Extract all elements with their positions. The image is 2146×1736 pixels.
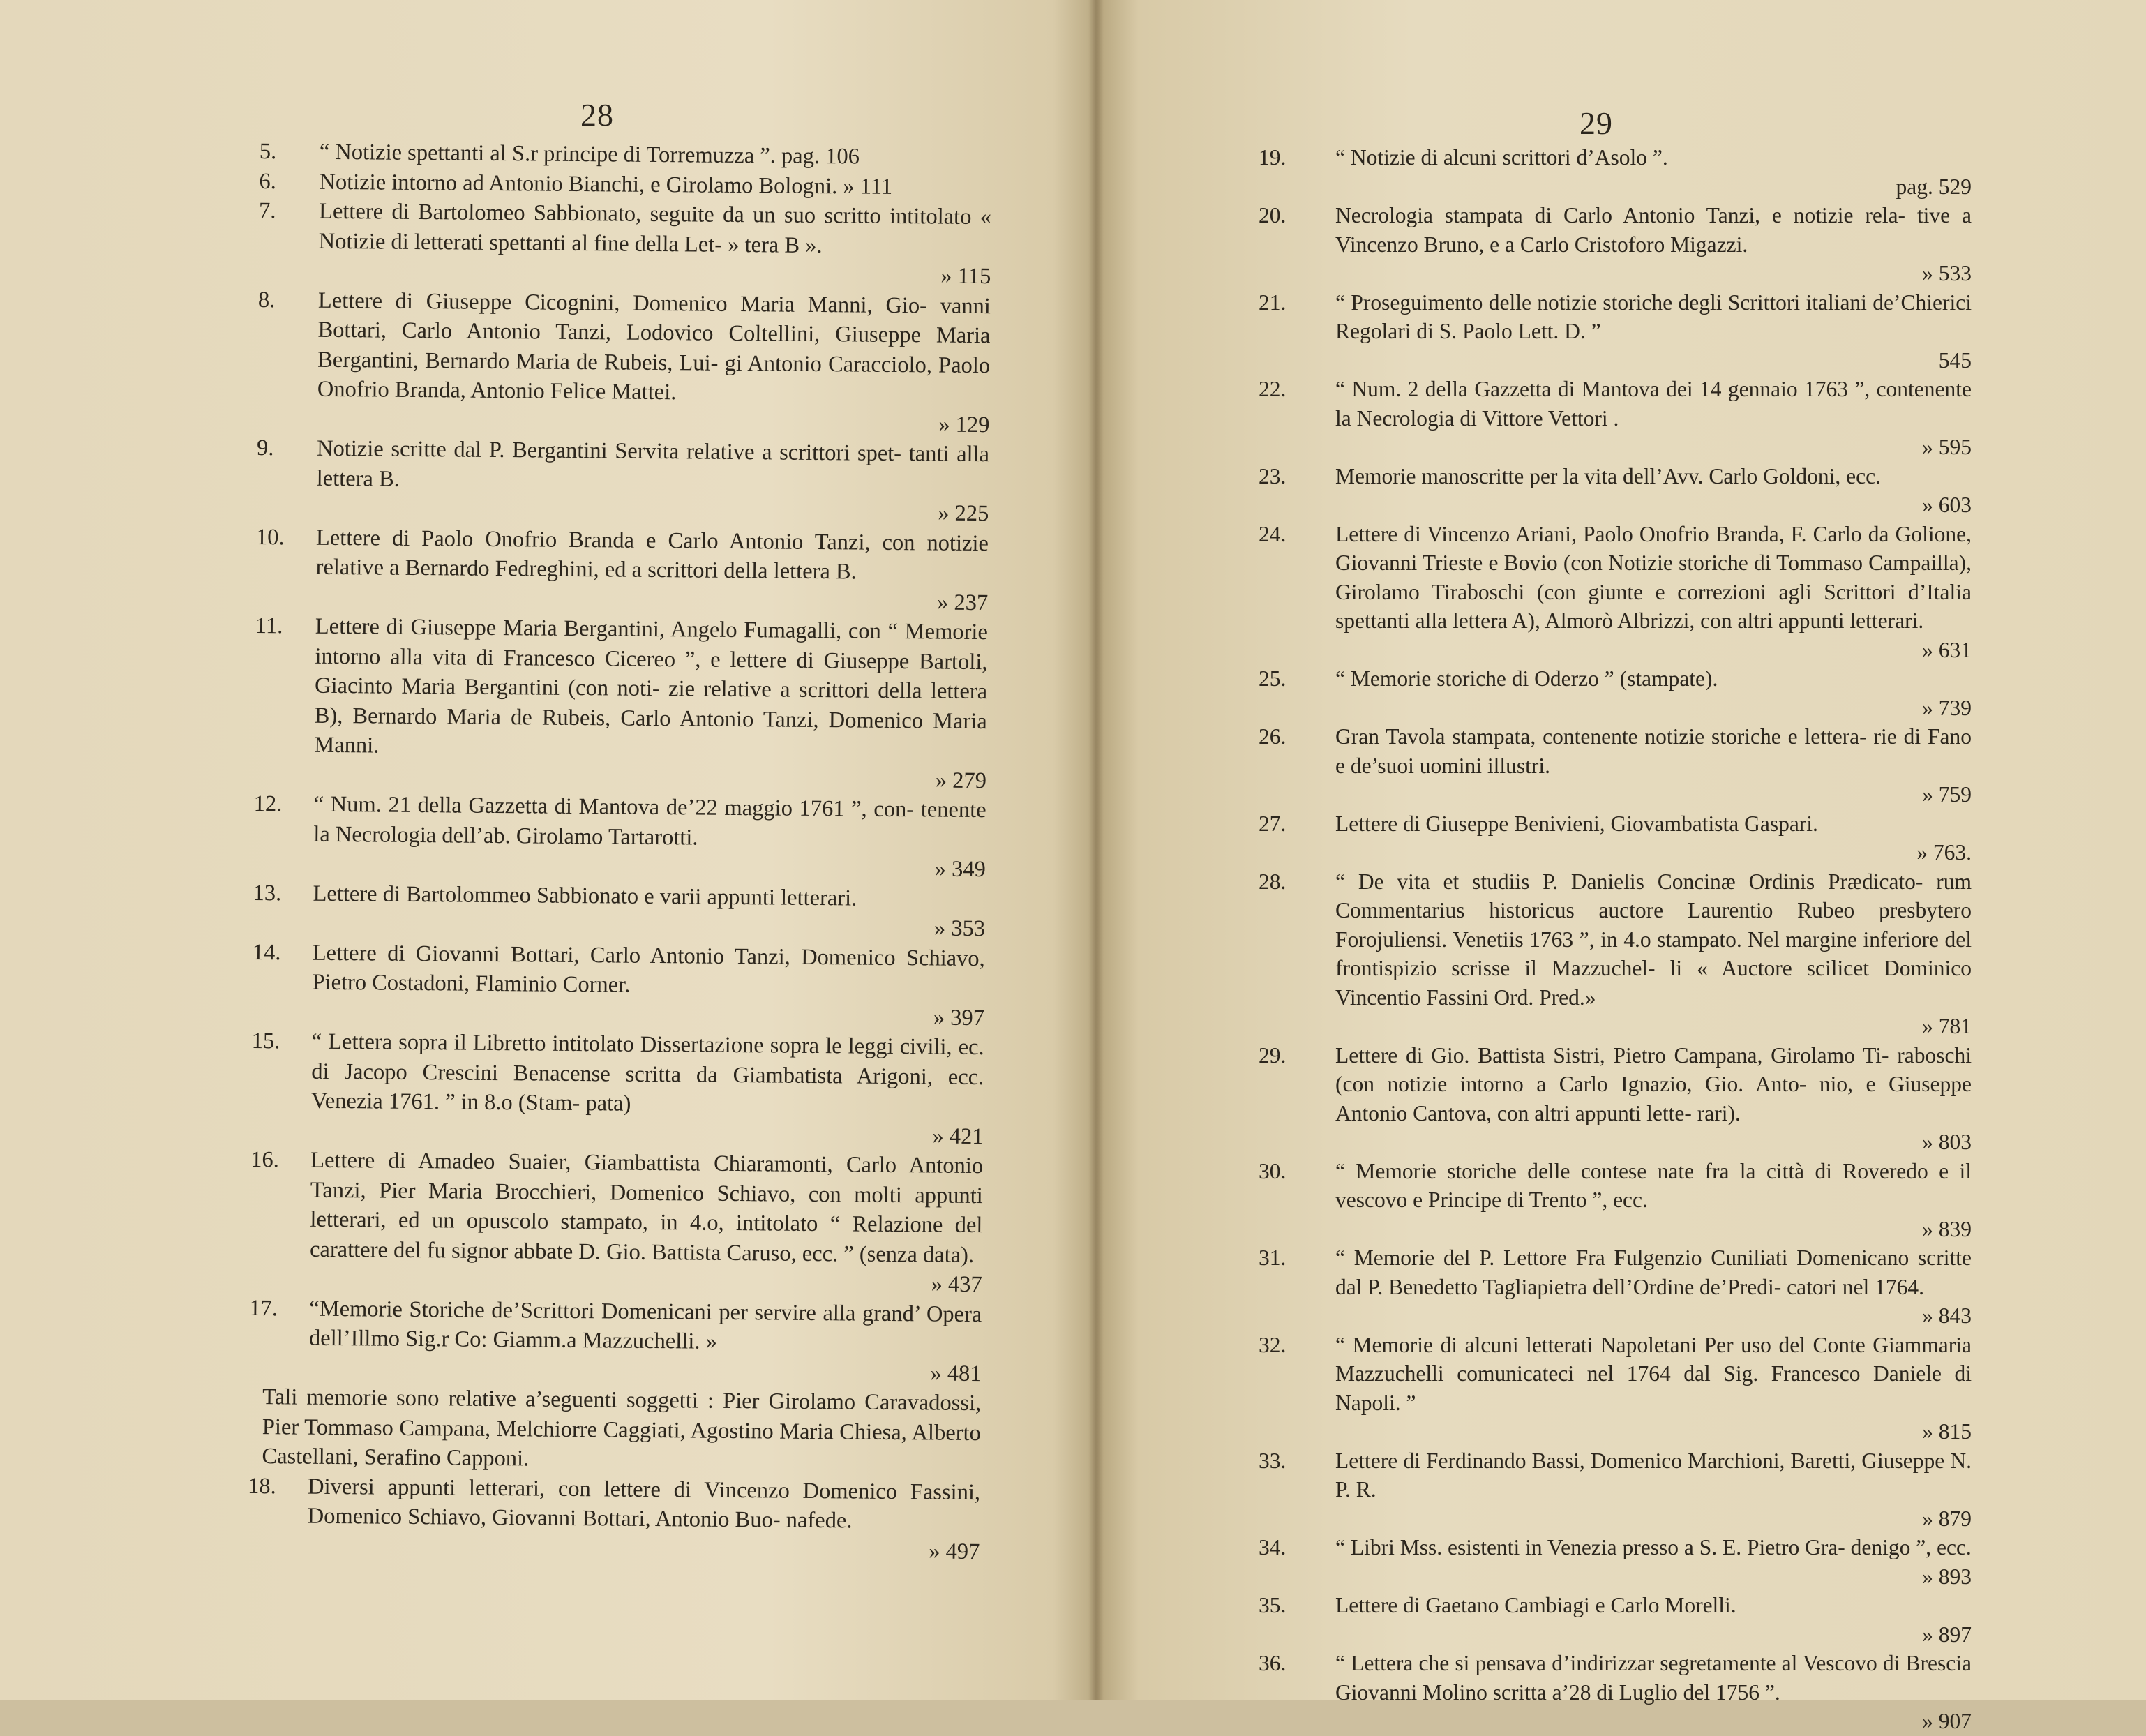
entry-number: 35. — [1259, 1593, 1286, 1617]
page-reference: » 759 — [1922, 782, 1972, 807]
list-item — [254, 611, 988, 795]
entry-text: “ Num. 21 della Gazzetta di Mantova de’22 maggio 1761 ”, con- tenente la Necrologia dell’ab. Girolamo Tartarotti. — [313, 791, 986, 851]
page-reference: » 533 — [1922, 261, 1972, 285]
entry-number: 8. — [257, 287, 276, 313]
entry-text: “Memorie Storiche de’Scrittori Domenicani per servire alla grand’ Opera dell’Illmo Sig.r Co: Giamm.a Mazzuchelli. » — [308, 1296, 982, 1354]
entry-text: “ De vita et studiis P. Danielis Concinæ Ordinis Prædicato- rum Commentarius historicus auctore Laurentio Rubeo presbytero Forojuliensi. Venetiis 1763 ”, in 4.o stampato. Nel margine inferiore del frontispizio scrisse il Mazzuchel- li « Auctore scilicet Dominico Vincentio Fassini Ord. Pred.» — [1335, 869, 1972, 1010]
list-item — [252, 937, 985, 1033]
list-item — [1259, 1157, 1972, 1244]
entry-text: “ Memorie storiche delle contese nate fra la città di Roveredo e il vescovo e Principe di Trento ”, ecc. — [1335, 1158, 1972, 1212]
page-number: 29 — [1580, 105, 1613, 141]
list-item — [248, 1293, 982, 1389]
entry-number: 36. — [1259, 1651, 1286, 1675]
list-item — [1259, 1533, 1972, 1591]
page-reference: pag. 529 — [1896, 174, 1972, 199]
entry-text: Notizie intorno ad Antonio Bianchi, e Girolamo Bologni. » 111 — [319, 169, 893, 200]
entry-text: “ Proseguimento delle notizie storiche degli Scrittori italiani de’Chierici Regolari di S. Paolo Lett. D. ” — [1335, 290, 1972, 343]
page-reference: » 803 — [1922, 1130, 1972, 1154]
entry-number: 24. — [1259, 521, 1286, 546]
entry-list — [247, 137, 992, 1566]
entry-text: “ Notizie spettanti al S.r principe di Torremuzza ”. pag. 106 — [319, 139, 860, 170]
list-item — [257, 285, 991, 440]
entry-number: 32. — [1259, 1332, 1286, 1357]
entry-list — [1259, 143, 1972, 1736]
list-item — [1259, 1591, 1972, 1649]
page-reference: » 225 — [938, 500, 989, 527]
page-reference: » 603 — [1922, 493, 1972, 517]
page-reference: » 497 — [929, 1538, 980, 1564]
page-reference: » 279 — [935, 767, 987, 793]
list-item — [253, 878, 986, 943]
page-reference: » 739 — [1922, 695, 1972, 720]
right-page — [1097, 0, 2146, 1733]
page-reference: » 631 — [1922, 637, 1972, 662]
entry-text: “ Libri Mss. esistenti in Venezia presso a S. E. Pietro Gra- denigo ”, ecc. — [1335, 1535, 1972, 1559]
entry-number: 5. — [259, 138, 277, 165]
list-item — [255, 522, 989, 618]
list-item — [1259, 288, 1972, 375]
entry-text: “ Notizie di alcuni scrittori d’Asolo ”. — [1335, 145, 1668, 170]
list-item — [1259, 1446, 1972, 1534]
list-item — [1259, 1649, 1972, 1736]
entry-number: 31. — [1259, 1245, 1286, 1270]
page-reference: » 763. — [1916, 840, 1972, 865]
entry-text: Lettere di Amadeo Suaier, Giambattista Chiaramonti, Carlo Antonio Tanzi, Pier Maria Brocchieri, Domenico Schiavo, con molti appunti letterari, ed un opuscolo stampato, in 4.o, intitolato “ Relazione del carattere del fu signor abbate D. Gio. Battista Caruso, ecc. ” (senza data). — [309, 1147, 984, 1268]
list-item — [1259, 375, 1972, 462]
list-item — [1259, 722, 1972, 809]
page-reference: » 781 — [1922, 1014, 1972, 1038]
entry-text: “ Memorie di alcuni letterati Napoletani Per uso del Conte Giammaria Mazzuchelli comunicateci nel 1764 dal Sig. Francesco Daniele di Napoli. ” — [1335, 1332, 1972, 1415]
entry-number: 33. — [1259, 1448, 1286, 1473]
entry-number: 7. — [258, 197, 276, 224]
entry-number: 13. — [253, 880, 282, 906]
entry-number: 22. — [1259, 377, 1286, 401]
entry-text: Lettere di Giuseppe Cicognini, Domenico Maria Manni, Gio- vanni Bottari, Carlo Antonio Tanzi, Lodovico Coltellini, Giuseppe Maria Bergantini, Bernardo Maria de Rubeis, Lui- gi Antonio Caracciolo, Paolo Onofrio Branda, Antonio Felice Mattei. — [317, 287, 991, 405]
entry-number: 12. — [253, 791, 283, 817]
entry-number: 18. — [247, 1473, 276, 1499]
entry-number: 21. — [1259, 290, 1286, 315]
entry-number: 23. — [1259, 463, 1286, 488]
list-item — [1259, 1331, 1972, 1446]
page-reference: » 815 — [1922, 1419, 1972, 1444]
entry-text: Necrologia stampata di Carlo Antonio Tanzi, e notizie rela- tive a Vincenzo Bruno, e a Carlo Cristoforo Migazzi. — [1335, 203, 1972, 257]
entry-text: “ Lettera che si pensava d’indirizzar segretamente al Vescovo di Brescia Giovanni Molino scritta a’28 di Luglio del 1756 ”. — [1335, 1651, 1972, 1705]
page-reference: » 839 — [1922, 1216, 1972, 1241]
entry-text: Gran Tavola stampata, contenente notizie storiche e lettera- rie di Fano e de’suoi uomini illustri. — [1335, 724, 1972, 778]
page-reference: » 353 — [933, 915, 986, 942]
entry-text: Lettere di Giuseppe Benivieni, Giovambatista Gaspari. — [1335, 811, 1818, 836]
list-item — [250, 1145, 984, 1300]
entry-text: Memorie manoscritte per la vita dell’Avv. Carlo Goldoni, ecc. — [1335, 463, 1881, 488]
entry-number: 25. — [1259, 666, 1286, 691]
entry-number: 14. — [252, 939, 281, 965]
entry-number: 11. — [255, 613, 283, 639]
page-reference: » 437 — [931, 1271, 982, 1298]
entry-text: Lettere di Bartolommeo Sabbionato e varii appunti letterari. — [313, 881, 857, 911]
entry-text: “ Lettera sopra il Libretto intitolato Dissertazione sopra le leggi civili, ec. di Jacopo Crescini Benacense scritta da Giambatista Arigoni, ecc. Venezia 1761. ” in 8.o (Stam- pata) — [310, 1028, 984, 1116]
entry-text: “ Num. 2 della Gazzetta di Mantova dei 14 gennaio 1763 ”, contenente la Necrologia di Vittore Vettori . — [1335, 377, 1972, 431]
list-item — [1259, 1041, 1972, 1157]
entry-number: 17. — [249, 1295, 278, 1321]
list-item — [250, 1026, 984, 1151]
entry-number: 19. — [1259, 145, 1286, 170]
page-reference: » 907 — [1922, 1709, 1972, 1733]
entry-note: Tali memorie sono relative a’seguenti soggetti : Pier Girolamo Caravadossi, Pier Tommaso Campana, Melchiorre Caggiati, Agostino Maria Chiesa, Alberto Castellani, Serafino Capponi. — [262, 1384, 982, 1472]
entry-number: 9. — [256, 435, 274, 461]
page-reference: » 349 — [934, 856, 986, 883]
page-reference: » 129 — [938, 412, 990, 437]
page-reference: » 421 — [932, 1123, 984, 1149]
entry-number: 28. — [1259, 869, 1286, 894]
entry-text: Lettere di Paolo Onofrio Branda e Carlo Antonio Tanzi, con notizie relative a Bernardo Fedreghini, ed a scrittori della lettera B. — [315, 525, 989, 585]
entry-number: 34. — [1259, 1535, 1286, 1559]
entry-text: Diversi appunti letterari, con lettere di Vincenzo Domenico Fassini, Domenico Schiavo, Giovanni Bottari, Antonio Buo- nafede. — [307, 1474, 981, 1534]
page-reference: » 893 — [1922, 1564, 1972, 1589]
entry-text: “ Memorie storiche di Oderzo ” (stampate). — [1335, 666, 1718, 691]
entry-number: 6. — [259, 168, 276, 194]
entry-number: 15. — [251, 1028, 280, 1054]
list-item — [253, 789, 986, 885]
page-reference: » 843 — [1922, 1303, 1972, 1328]
list-item — [1259, 143, 1972, 201]
entry-text: Lettere di Bartolomeo Sabbionato, seguite da un suo scritto intitolato « Notizie di letterati spettanti al fine della Let- » tera B ». — [318, 198, 992, 258]
page-number: 28 — [580, 97, 614, 133]
entry-number: 30. — [1259, 1158, 1286, 1183]
entry-text: Notizie scritte dal P. Bergantini Servita relative a scrittori spet- tanti alla lettera B. — [316, 435, 990, 492]
entry-text: Lettere di Ferdinando Bassi, Domenico Marchioni, Baretti, Giuseppe N. P. R. — [1335, 1448, 1972, 1502]
page-reference: » 897 — [1922, 1622, 1972, 1647]
entry-text: Lettere di Vincenzo Ariani, Paolo Onofrio Branda, F. Carlo da Golione, Giovanni Trieste e Bovio (con Notizie storiche di Tommaso Campailla), Girolamo Tiraboschi (con giunte e correzioni agli Scrittori d’Italia spettanti alla lettera A), Almorò Albrizzi, con altri appunti letterari. — [1335, 521, 1972, 633]
list-item — [1259, 462, 1972, 520]
page-reference: » 879 — [1922, 1506, 1972, 1531]
page-reference: » 115 — [940, 263, 991, 290]
list-item — [258, 196, 991, 292]
entry-text: “ Memorie del P. Lettore Fra Fulgenzio Cuniliati Domenicano scritte dal P. Benedetto Tagliapietra dell’Ordine de’Predi- catori nel 1764. — [1335, 1245, 1972, 1299]
list-item — [1259, 664, 1972, 722]
entry-number: 16. — [250, 1146, 279, 1173]
page-reference: » 481 — [930, 1360, 982, 1386]
entry-number: 10. — [255, 524, 285, 550]
entry-text: Lettere di Giovanni Bottari, Carlo Antonio Tanzi, Domenico Schiavo, Pietro Costadoni, Flaminio Corner. — [312, 940, 985, 998]
page-reference: » 237 — [936, 590, 989, 615]
list-item — [256, 433, 989, 529]
entry-number: 29. — [1259, 1042, 1286, 1068]
entry-number: 26. — [1259, 724, 1286, 749]
page-reference: » 397 — [933, 1004, 985, 1031]
list-item — [1259, 520, 1972, 665]
list-item — [1259, 809, 1972, 867]
entry-number: 20. — [1259, 203, 1286, 227]
entry-text: Lettere di Gaetano Cambiagi e Carlo Morelli. — [1335, 1593, 1736, 1617]
page-reference: 545 — [1938, 347, 1972, 373]
book-gutter — [1088, 0, 1104, 1700]
entry-number: 27. — [1259, 811, 1286, 836]
list-item — [247, 1471, 980, 1566]
page-reference: » 595 — [1922, 435, 1972, 459]
list-item — [1259, 201, 1972, 288]
list-item — [1259, 1243, 1972, 1331]
entry-text: Lettere di Gio. Battista Sistri, Pietro Campana, Girolamo Ti- raboschi (con notizie intorno a Carlo Ignazio, Gio. Anto- nio, e Giuseppe Antonio Cantova, con altri appunti lette- rari). — [1335, 1042, 1972, 1125]
list-item — [1259, 867, 1972, 1041]
entry-text: Lettere di Giuseppe Maria Bergantini, Angelo Fumagalli, con “ Memorie intorno alla vita di Francesco Cicereo ”, e lettere di Giuseppe Bartoli, Giacinto Maria Bergantini (con noti- zie relative a scrittori della lettera B), Bernardo Maria de Rubeis, Carlo Antonio Tanzi, Domenico Maria Manni. — [314, 613, 988, 758]
